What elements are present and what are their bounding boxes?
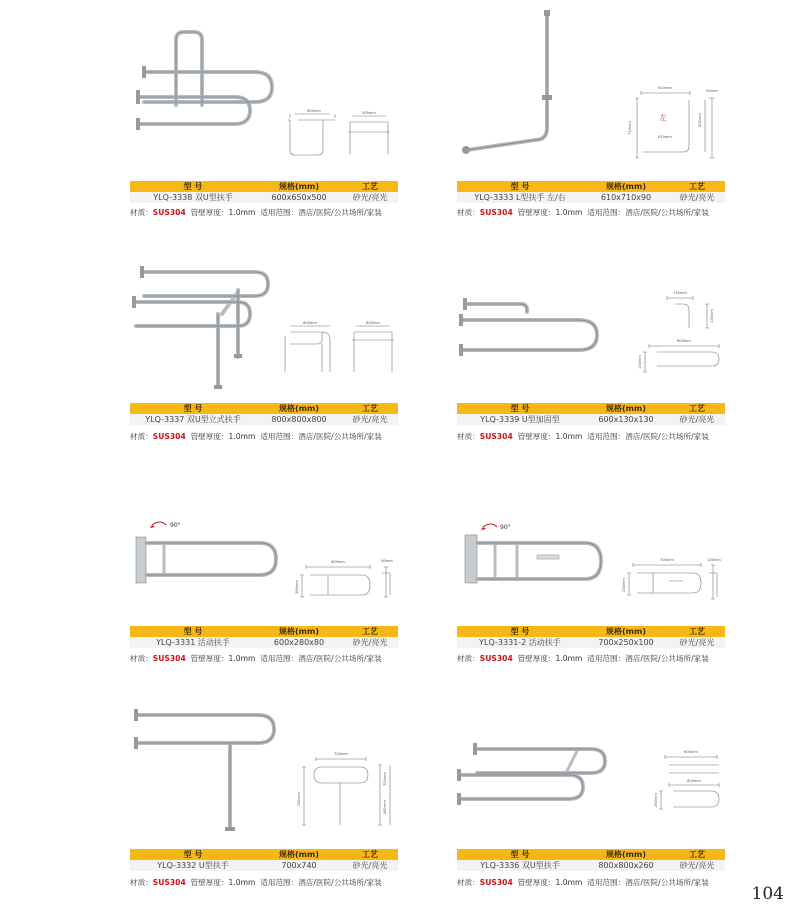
material-line	[457, 877, 725, 889]
material-label: 材质：	[130, 878, 153, 887]
material-value: SUS304	[479, 654, 513, 663]
handrail-photo	[130, 515, 398, 620]
spec-value: 610x710x90	[583, 192, 669, 203]
product-visual	[130, 0, 398, 175]
material-label: 材质：	[457, 432, 480, 441]
spec-value: 700x250x100	[583, 637, 669, 648]
spec-table	[130, 181, 398, 203]
handrail-photo	[130, 695, 398, 845]
model-header: 型 号	[130, 403, 256, 414]
spec-table	[457, 403, 725, 425]
spec-value: 600x650x500	[256, 192, 342, 203]
model-header: 型 号	[457, 626, 583, 637]
spec-table-row	[130, 637, 398, 648]
spec-header: 规格(mm)	[583, 181, 669, 192]
material-value: SUS304	[479, 878, 513, 887]
usage-text: 适用范围：酒店/医院/公共场所/家装	[587, 878, 709, 887]
spec-header: 规格(mm)	[256, 181, 342, 192]
model-value: YLQ-3336 双U型扶手	[457, 860, 583, 871]
material-label: 材质：	[130, 654, 153, 663]
spec-table	[457, 181, 725, 203]
spec-table-header	[130, 849, 398, 860]
material-line	[130, 653, 398, 665]
handrail-photo	[130, 232, 398, 402]
finish-header: 工艺	[342, 626, 398, 637]
dim-label: 250mm	[622, 578, 626, 592]
material-label: 材质：	[130, 208, 153, 217]
dim-label: 280mm	[295, 580, 299, 594]
svg-text:600mm: 600mm	[307, 109, 321, 113]
dim-label: 610mm	[658, 135, 672, 139]
usage-text: 适用范围：酒店/医院/公共场所/家装	[260, 432, 382, 441]
product-visual	[130, 515, 398, 620]
finish-value: 砂光/亮光	[669, 637, 725, 648]
material-value: SUS304	[152, 208, 186, 217]
spec-table-header	[130, 181, 398, 192]
spec-value: 800x800x800	[256, 414, 342, 425]
usage-text: 适用范围：酒店/医院/公共场所/家装	[260, 654, 382, 663]
material-value: SUS304	[152, 878, 186, 887]
dim-label: 130mm	[710, 309, 714, 323]
thickness-text: 管壁厚度：1.0mm	[190, 432, 256, 441]
material-label: 材质：	[130, 432, 153, 441]
dim-label: 90mm	[706, 89, 718, 93]
model-value: YLQ-3339 U型加固型	[457, 414, 583, 425]
finish-header: 工艺	[669, 181, 725, 192]
rotation-angle-label: 90°	[500, 524, 511, 531]
finish-header: 工艺	[669, 403, 725, 414]
finish-header: 工艺	[342, 849, 398, 860]
dim-label: 600mm	[677, 339, 691, 343]
dim-label: 130mm	[673, 291, 687, 295]
finish-value: 砂光/亮光	[342, 192, 398, 203]
svg-text:800mm: 800mm	[303, 321, 317, 325]
material-value: SUS304	[479, 432, 513, 441]
spec-table-row	[130, 860, 398, 871]
spec-header: 规格(mm)	[256, 849, 342, 860]
spec-table-header	[457, 181, 725, 192]
spec-table-row	[457, 414, 725, 425]
dim-label: 600mm	[684, 750, 698, 754]
dim-label: 80mm	[381, 559, 393, 563]
handrail-photo	[457, 232, 725, 402]
material-line	[457, 653, 725, 665]
usage-text: 适用范围：酒店/医院/公共场所/家装	[587, 654, 709, 663]
model-value: YLQ-3337 双U型立式扶手	[130, 414, 256, 425]
model-header: 型 号	[457, 849, 583, 860]
svg-text:800mm: 800mm	[366, 321, 380, 325]
finish-value: 砂光/亮光	[669, 414, 725, 425]
dim-label: 600mm	[331, 560, 345, 564]
finish-value: 砂光/亮光	[342, 637, 398, 648]
spec-table-row	[457, 860, 725, 871]
spec-value: 700x740	[256, 860, 342, 871]
svg-text:500mm: 500mm	[362, 111, 376, 115]
dim-label: 100mm	[707, 558, 721, 562]
handrail-photo	[457, 515, 725, 620]
spec-table-header	[130, 403, 398, 414]
thickness-text: 管壁厚度：1.0mm	[190, 878, 256, 887]
dim-label: 800mm	[687, 779, 701, 783]
product-visual	[457, 0, 725, 175]
spec-table-row	[457, 192, 725, 203]
spec-header: 规格(mm)	[583, 626, 669, 637]
material-line	[457, 207, 725, 219]
finish-header: 工艺	[669, 849, 725, 860]
thickness-text: 管壁厚度：1.0mm	[517, 878, 583, 887]
left-label: 左	[659, 114, 667, 122]
model-value: YLQ-3332 U型扶手	[130, 860, 256, 871]
spec-table-header	[457, 626, 725, 637]
spec-table-header	[130, 626, 398, 637]
spec-header: 规格(mm)	[583, 403, 669, 414]
product-visual	[130, 695, 398, 845]
model-header: 型 号	[130, 626, 256, 637]
finish-header: 工艺	[342, 181, 398, 192]
finish-value: 砂光/亮光	[669, 860, 725, 871]
thickness-text: 管壁厚度：1.0mm	[517, 208, 583, 217]
material-line	[130, 207, 398, 219]
dim-label: 710mm	[628, 121, 632, 135]
dim-label: 700mm	[660, 558, 674, 562]
spec-table	[130, 849, 398, 871]
spec-table	[457, 849, 725, 871]
spec-value: 800x800x260	[583, 860, 669, 871]
usage-text: 适用范围：酒店/医院/公共场所/家装	[587, 432, 709, 441]
thickness-text: 管壁厚度：1.0mm	[517, 432, 583, 441]
product-visual	[457, 695, 725, 845]
product-visual	[457, 515, 725, 620]
spec-table	[457, 626, 725, 648]
thickness-text: 管壁厚度：1.0mm	[190, 654, 256, 663]
material-line	[457, 431, 725, 443]
finish-header: 工艺	[669, 626, 725, 637]
material-label: 材质：	[457, 208, 480, 217]
model-value: YLQ-3333 L型扶手 左/右	[457, 192, 583, 203]
finish-value: 砂光/亮光	[669, 192, 725, 203]
spec-table	[130, 403, 398, 425]
finish-value: 砂光/亮光	[342, 860, 398, 871]
model-value: YLQ-3338 双U型扶手	[130, 192, 256, 203]
spec-header: 规格(mm)	[256, 403, 342, 414]
material-value: SUS304	[152, 432, 186, 441]
spec-table-header	[457, 849, 725, 860]
handrail-photo	[130, 0, 398, 175]
finish-value: 砂光/亮光	[342, 414, 398, 425]
usage-text: 适用范围：酒店/医院/公共场所/家装	[260, 878, 382, 887]
usage-text: 适用范围：酒店/医院/公共场所/家装	[260, 208, 382, 217]
dim-label: 610mm	[658, 86, 672, 90]
product-visual	[457, 232, 725, 402]
spec-value: 600x280x80	[256, 637, 342, 648]
spec-value: 600x130x130	[583, 414, 669, 425]
dim-label: 130mm	[638, 355, 642, 369]
page-number: 104	[751, 884, 784, 904]
dim-label: 700mm	[334, 752, 348, 756]
model-header: 型 号	[457, 403, 583, 414]
usage-text: 适用范围：酒店/医院/公共场所/家装	[587, 208, 709, 217]
model-header: 型 号	[130, 849, 256, 860]
product-visual	[130, 232, 398, 402]
model-header: 型 号	[130, 181, 256, 192]
spec-header: 规格(mm)	[256, 626, 342, 637]
model-header: 型 号	[457, 181, 583, 192]
thickness-text: 管壁厚度：1.0mm	[190, 208, 256, 217]
dim-label: 750mm	[383, 772, 387, 786]
material-line	[130, 877, 398, 889]
spec-table-row	[130, 192, 398, 203]
dim-label: 740mm	[297, 792, 301, 806]
finish-header: 工艺	[342, 403, 398, 414]
spec-table	[130, 626, 398, 648]
dim-label: 492mm	[698, 113, 702, 127]
rotation-angle-label: 90°	[170, 522, 181, 529]
dim-label: 580mm	[383, 800, 387, 814]
material-label: 材质：	[457, 878, 480, 887]
thickness-text: 管壁厚度：1.0mm	[517, 654, 583, 663]
spec-table-header	[457, 403, 725, 414]
spec-table-row	[130, 414, 398, 425]
model-value: YLQ-3331-2 活动扶手	[457, 637, 583, 648]
handrail-photo	[457, 0, 725, 175]
material-line	[130, 431, 398, 443]
spec-table-row	[457, 637, 725, 648]
dim-label: 260mm	[654, 793, 658, 807]
handrail-photo	[457, 695, 725, 845]
spec-header: 规格(mm)	[583, 849, 669, 860]
material-label: 材质：	[457, 654, 480, 663]
material-value: SUS304	[152, 654, 186, 663]
model-value: YLQ-3331 活动扶手	[130, 637, 256, 648]
material-value: SUS304	[479, 208, 513, 217]
